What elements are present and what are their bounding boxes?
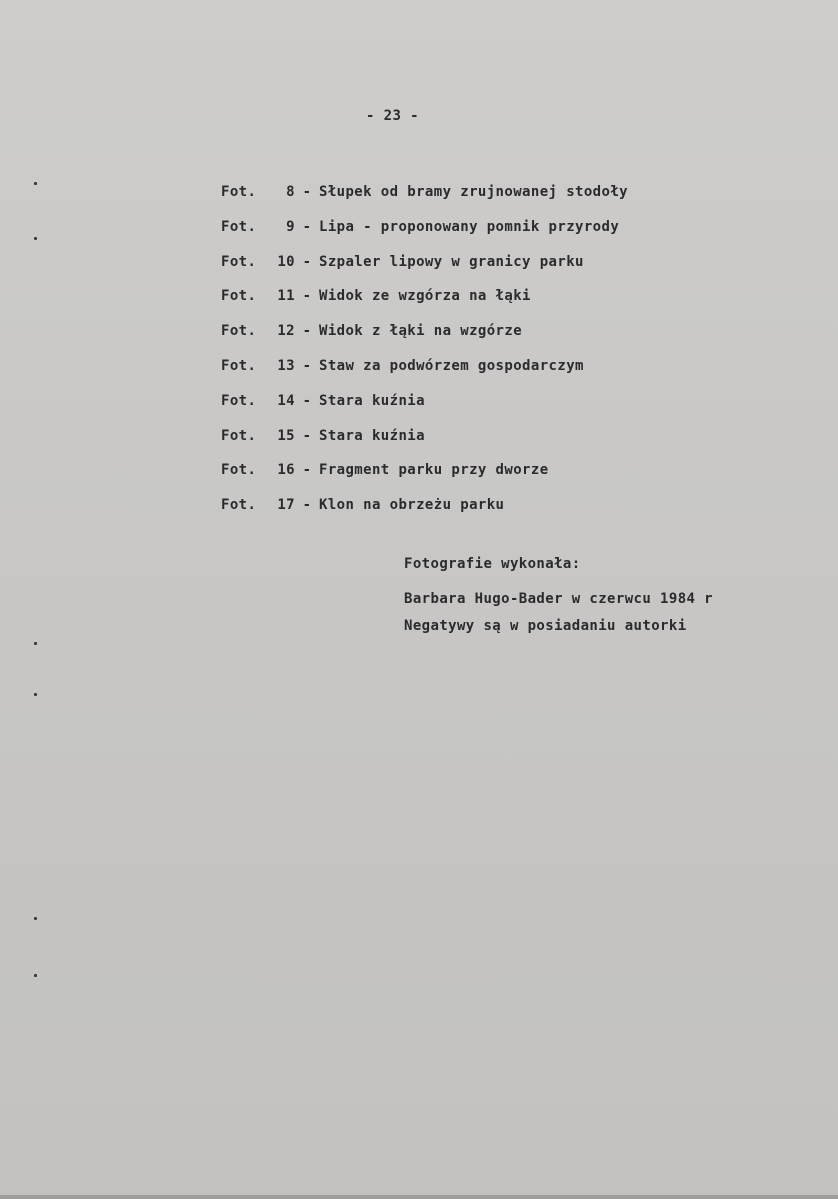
caption-dash: - — [302, 184, 312, 200]
credits-negatives-note: Negatywy są w posiadaniu autorki — [404, 618, 687, 634]
photo-caption-item — [168, 301, 628, 340]
caption-dash: - — [302, 357, 312, 374]
photo-label: Fot. — [220, 357, 257, 374]
photo-number: 17 — [277, 497, 295, 514]
photo-number: 12 — [277, 323, 295, 340]
caption-dash: - — [302, 218, 312, 235]
photo-caption-item — [168, 232, 628, 270]
photo-number: 10 — [277, 253, 295, 270]
photo-number: 9 — [286, 218, 295, 235]
photo-label: Fot. — [220, 323, 257, 340]
photo-caption-item — [168, 371, 628, 409]
photo-caption: Staw za podwórzem gospodarczym — [318, 357, 584, 374]
photo-label: Fot. — [220, 184, 257, 200]
photo-caption: Widok ze wzgórza na łąki — [318, 288, 531, 305]
photo-caption: Lipa - proponowany pomnik przyrody — [318, 218, 620, 235]
photo-caption-item — [168, 197, 628, 235]
photo-label: Fot. — [220, 218, 257, 235]
photo-credits — [404, 554, 713, 636]
caption-dash: - — [302, 462, 312, 479]
photo-caption: Słupek od bramy zrujnowanej stodoły — [318, 184, 628, 200]
photo-caption: Stara kuźnia — [318, 392, 425, 409]
photo-caption: Stara kuźnia — [318, 427, 425, 444]
photo-label: Fot. — [220, 462, 257, 479]
caption-dash: - — [302, 323, 312, 340]
photo-number: 8 — [286, 184, 295, 200]
margin-speck — [34, 974, 37, 977]
page-bottom-edge — [0, 1195, 838, 1199]
photo-number: 13 — [277, 357, 295, 374]
photo-caption-item — [168, 266, 628, 305]
margin-speck — [34, 237, 37, 240]
photo-caption-item — [168, 475, 628, 514]
caption-dash: - — [302, 253, 312, 270]
photo-label: Fot. — [220, 288, 257, 305]
photo-caption-item — [168, 162, 628, 200]
credits-author: Barbara Hugo-Bader w czerwcu 1984 r — [404, 591, 714, 607]
photo-number: 16 — [277, 462, 295, 479]
photo-label: Fot. — [220, 392, 257, 409]
page-number: - 23 - — [366, 108, 419, 124]
photo-caption: Widok z łąki na wzgórze — [318, 323, 523, 340]
photo-label: Fot. — [220, 427, 257, 444]
caption-dash: - — [302, 427, 312, 444]
photo-caption-item — [168, 336, 628, 374]
caption-dash: - — [302, 392, 312, 409]
margin-speck — [34, 642, 37, 645]
photo-caption: Klon na obrzeżu parku — [318, 497, 505, 514]
photo-caption-list — [168, 162, 628, 514]
photo-caption-item — [168, 406, 628, 444]
margin-speck — [34, 182, 37, 185]
margin-speck — [34, 693, 37, 696]
photo-label: Fot. — [220, 497, 257, 514]
photo-label: Fot. — [220, 253, 257, 270]
margin-speck — [34, 917, 37, 920]
caption-dash: - — [302, 497, 312, 514]
photo-caption-item — [168, 440, 628, 479]
photo-number: 15 — [277, 427, 295, 444]
photo-caption: Fragment parku przy dworze — [318, 462, 549, 479]
photo-number: 14 — [277, 392, 295, 409]
credits-heading: Fotografie wykonała: — [404, 556, 581, 572]
photo-caption: Szpaler lipowy w granicy parku — [318, 253, 584, 270]
photo-number: 11 — [277, 288, 295, 305]
caption-dash: - — [302, 288, 312, 305]
